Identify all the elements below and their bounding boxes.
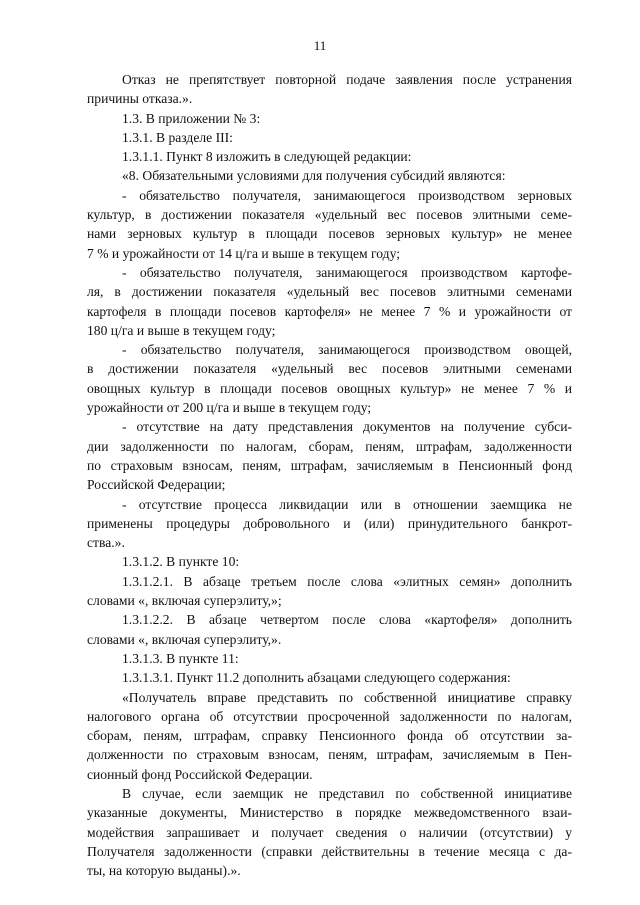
text-line: 7 % и урожайности от 14 ц/га и выше в текущем году; [87,245,400,261]
text-line: - обязательство получателя, занимающегося производством зерновых [122,187,572,203]
text-line: - отсутствие процесса ликвидации или в отношении заемщика не [122,496,572,512]
text-line: нами зерновых культур в площади посевов зерновых культур» не менее [87,226,572,242]
text-line: картофеля в площади посевов картофеля» не менее 7 % и урожайности от [87,303,572,319]
text-line: причины отказа.». [87,91,193,107]
text-line: 1.3.1.3. В пункте 11: [122,650,239,666]
text-line: в достижении показателя «удельный вес посевов элитными семенами [87,361,572,377]
page-number: 11 [313,38,327,53]
text-line: по страховым взносам, пеням, штрафам, зачисляемым в Пенсионный фонд [87,457,572,473]
text-line: ты, на которую выданы).». [87,863,241,879]
text-line: сионный фонд Российской Федерации. [87,766,313,782]
text-line: сборам, пеням, штрафам, справку Пенсионного фонда об отсутствии за- [87,728,572,744]
text-line: - обязательство получателя, занимающегося производством овощей, [122,342,572,358]
text-line: культур, в достижении показателя «удельный вес посевов элитными семе- [87,207,572,223]
text-line: 1.3.1.3.1. Пункт 11.2 дополнить абзацами следующего содержания: [122,670,511,686]
text-line: дии задолженности по налогам, сборам, пеням, штрафам, задолженности [87,438,572,454]
text-line: ства.». [87,535,125,551]
text-line: модействия запрашивает и получает сведения о наличии (отсутствии) у [87,824,572,840]
text-line: Отказ не препятствует повторной подаче заявления после устранения [122,72,572,87]
document-body [87,70,572,880]
text-line: «Получатель вправе представить по собственной инициативе справку [122,689,572,705]
text-line: 1.3.1.2. В пункте 10: [122,554,240,570]
text-line: - обязательство получателя, занимающегося производством картофе- [122,264,572,280]
text-line: овощных культур в площади посевов овощных культур» не менее 7 % и [87,380,572,396]
text-line: 1.3.1.1. Пункт 8 изложить в следующей редакции: [122,149,412,165]
text-line: словами «, включая суперэлиту,». [87,631,282,647]
text-line: 1.3.1. В разделе III: [122,129,233,145]
text-line: «8. Обязательными условиями для получения субсидий являются: [122,168,506,184]
text-line: применены процедуры добровольного и (или) принудительного банкрот- [87,515,572,531]
text-line: 1.3.1.2.1. В абзаце третьем после слова «элитных семян» дополнить [122,573,572,589]
text-line: 1.3.1.2.2. В абзаце четвертом после слова «картофеля» дополнить [122,612,572,628]
text-line: - отсутствие на дату представления документов на получение субси- [122,419,572,435]
text-line: словами «, включая суперэлиту,»; [87,593,282,609]
text-line: ля, в достижении показателя «удельный вес посевов элитными семенами [87,284,572,300]
text-line: В случае, если заемщик не представил по собственной инициативе [122,785,572,801]
text-line: налогового органа об отсутствии просроченной задолженности по налогам, [87,708,572,724]
text-line: указанные документы, Министерство в порядке межведомственного взаи- [87,805,572,821]
text-line: 1.3. В приложении № 3: [122,110,261,126]
text-line: Российской Федерации; [87,477,226,493]
text-line: Получателя задолженности (справки действительны в течение месяца с да- [87,843,572,859]
text-line: урожайности от 200 ц/га и выше в текущем году; [87,400,372,416]
text-line: долженности по страховым взносам, пеням, штрафам, зачисляемым в Пен- [87,747,572,763]
text-line: 180 ц/га и выше в текущем году; [87,322,276,338]
